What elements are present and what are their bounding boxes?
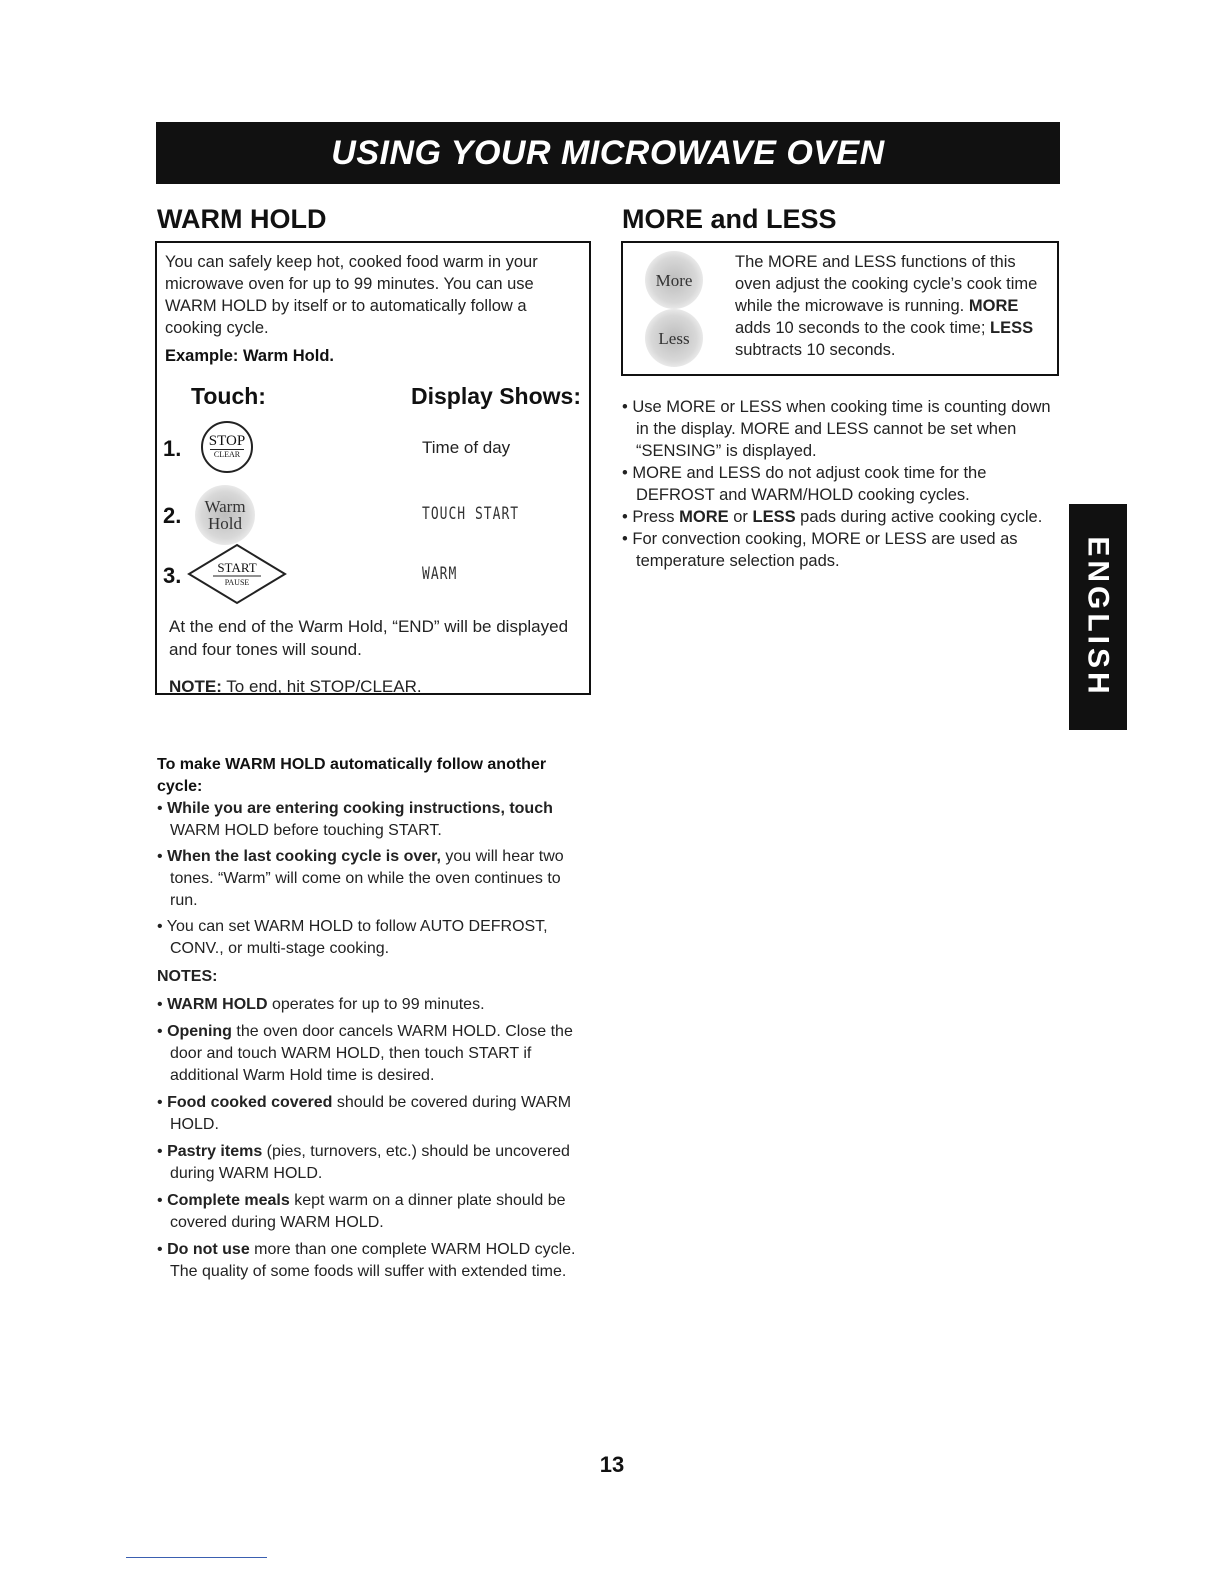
list-item: • WARM HOLD operates for up to 99 minutes. bbox=[157, 996, 485, 1013]
list-item: • Press MORE or LESS pads during active cooking cycle. bbox=[622, 508, 1043, 526]
warm-hold-intro: You can safely keep hot, cooked food warm in your microwave oven for up to 99 minutes. You can use WARM HOLD by itself or to automatically follow a cooking cycle. bbox=[165, 253, 538, 337]
note-label: NOTE: bbox=[169, 677, 222, 696]
warm-hold-box bbox=[155, 241, 591, 695]
page-title: USING YOUR MICROWAVE OVEN bbox=[331, 133, 885, 172]
list-item: • Opening the oven door cancels WARM HOLD. Close the door and touch WARM HOLD, then touch START if additional Warm Hold time is desired. bbox=[157, 1023, 573, 1084]
button-bottom-label: Hold bbox=[208, 514, 242, 533]
list-item: • Do not use more than one complete WARM HOLD cycle. The quality of some foods will suffer with extended time. bbox=[157, 1241, 576, 1280]
note-body: To end, hit STOP/CLEAR. bbox=[221, 677, 422, 696]
display-lcd-text: WARM bbox=[422, 564, 458, 585]
start-pause-button-icon bbox=[187, 543, 287, 605]
auto-follow-list bbox=[157, 798, 587, 960]
display-lcd-text: TOUCH START bbox=[422, 504, 520, 525]
more-less-bullets bbox=[622, 396, 1062, 572]
more-less-description: The MORE and LESS functions of this oven adjust the cooking cycle’s cook time while the microwave is running. MORE adds 10 seconds to the cook time; LESS subtracts 10 seconds. bbox=[735, 253, 1038, 359]
step-number: 1. bbox=[163, 436, 182, 461]
auto-follow-section bbox=[157, 754, 587, 1288]
page-number: 13 bbox=[599, 1452, 625, 1477]
example-label: Example: Warm Hold. bbox=[165, 347, 335, 365]
list-item: • While you are entering cooking instructions, touch WARM HOLD before touching START. bbox=[157, 800, 553, 839]
footer-rule bbox=[126, 1557, 267, 1558]
button-top-label: Warm bbox=[204, 497, 246, 516]
language-tab-label: ENGLISH bbox=[1082, 536, 1116, 698]
display-text: Time of day bbox=[422, 438, 511, 457]
display-column-heading: Display Shows: bbox=[411, 383, 581, 409]
warm-hold-button-icon bbox=[195, 485, 255, 545]
list-item: • For convection cooking, MORE or LESS are used as temperature selection pads. bbox=[622, 530, 1018, 570]
less-button-label: Less bbox=[658, 328, 690, 348]
stop-clear-button-icon bbox=[201, 421, 253, 473]
button-bottom-label: CLEAR bbox=[210, 449, 244, 460]
button-bottom-label: PAUSE bbox=[224, 578, 250, 587]
notes-list bbox=[157, 994, 587, 1283]
list-item: • You can set WARM HOLD to follow AUTO DEFROST, CONV., or multi-stage cooking. bbox=[157, 918, 548, 957]
list-item: • When the last cooking cycle is over, you will hear two tones. “Warm” will come on while the oven continues to run. bbox=[157, 848, 564, 909]
header-banner bbox=[156, 122, 1060, 184]
more-less-box bbox=[621, 241, 1059, 376]
list-item: • Pastry items (pies, turnovers, etc.) should be uncovered during WARM HOLD. bbox=[157, 1143, 570, 1182]
step-number: 3. bbox=[163, 563, 182, 588]
touch-column-heading: Touch: bbox=[191, 383, 266, 409]
language-side-tab bbox=[1069, 504, 1127, 730]
button-top-label: STOP bbox=[208, 433, 246, 449]
list-item: • Food cooked covered should be covered during WARM HOLD. bbox=[157, 1094, 572, 1133]
warm-hold-title: WARM HOLD bbox=[157, 204, 327, 234]
list-item: • MORE and LESS do not adjust cook time for the DEFROST and WARM/HOLD cooking cycles. bbox=[622, 464, 987, 504]
less-button-icon bbox=[645, 309, 703, 367]
note bbox=[169, 677, 422, 697]
list-item: • Use MORE or LESS when cooking time is counting down in the display. MORE and LESS cannot be set when “SENSING” is displayed. bbox=[622, 398, 1051, 460]
button-top-label: START bbox=[217, 560, 257, 575]
more-button-label: More bbox=[655, 270, 693, 290]
more-less-title: MORE and LESS bbox=[622, 204, 837, 234]
notes-heading: NOTES: bbox=[157, 968, 218, 985]
more-button-icon bbox=[645, 251, 703, 309]
end-of-warm-hold-text: At the end of the Warm Hold, “END” will be displayed and four tones will sound. bbox=[169, 617, 569, 659]
auto-follow-heading: To make WARM HOLD automatically follow another cycle: bbox=[157, 756, 547, 795]
list-item: • Complete meals kept warm on a dinner plate should be covered during WARM HOLD. bbox=[157, 1192, 566, 1231]
step-number: 2. bbox=[163, 503, 182, 528]
